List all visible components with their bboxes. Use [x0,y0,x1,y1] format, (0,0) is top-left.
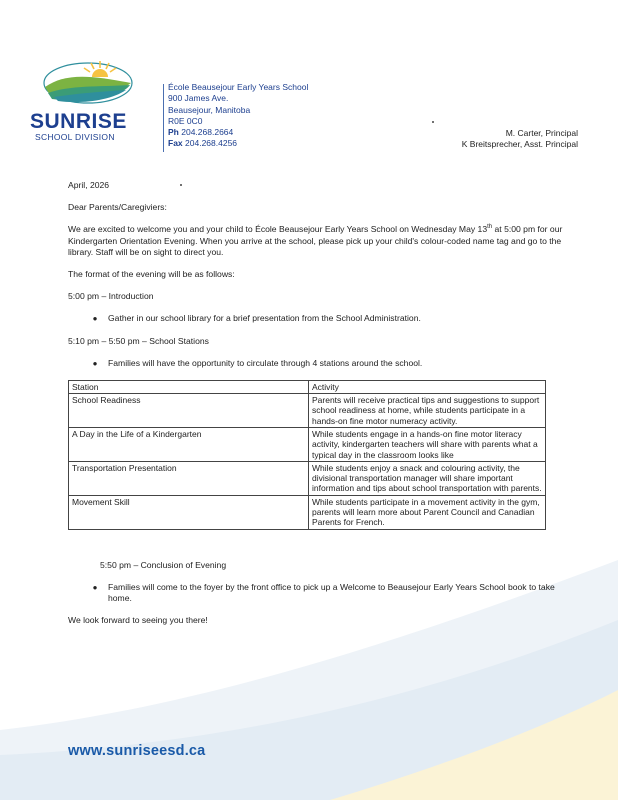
postal-code: R0E 0C0 [168,115,203,126]
intro-text-part1: We are excited to welcome you and your child to École Beausejour Early Years School on Wednesday May 13 [68,224,488,235]
bullet-text: Families will have the opportunity to circulate through 4 stations around the school. [108,357,423,368]
bullet-icon: ● [92,314,98,324]
bullet-item [68,582,568,604]
intro-paragraph [68,224,568,258]
logo-wordmark [30,112,145,142]
table-row [69,461,546,495]
table-row [69,495,546,529]
table-cell-station: School Readiness [69,394,309,428]
fax-line [168,138,308,149]
table-header-activity: Activity [309,381,546,394]
fax-label: Fax [168,138,183,149]
school-name: École Beausejour Early Years School [168,82,309,92]
school-address-block [168,82,308,150]
section-stations-title: 5:10 pm – 5:50 pm – School Stations [68,335,209,346]
table-cell-activity: While students engage in a hands-on fine motor literacy activity, kindergarten teachers will share with parents what a typical day in the classroom looks like [309,427,546,461]
phone-number: 204.268.2664 [181,127,234,138]
address-line1: 900 James Ave. [168,93,229,104]
header-divider [163,84,164,152]
table-cell-station: Transportation Presentation [69,461,309,495]
address-line2: Beausejour, Manitoba [168,104,251,115]
letter-salutation: Dear Parents/Caregiviers: [68,202,167,213]
intro-text-part2: at 5:00 pm for our Kindergarten Orientation Evening. When you arrive at the school, please pick up your child's colour-coded name tag and go to the library. Staff will be on sight to direct you. [68,224,563,257]
section-conclusion-title: 5:50 pm – Conclusion of Evening [100,559,227,570]
bullet-icon: ● [92,358,98,368]
logo-text: SUNRISE [30,110,127,133]
closing-line: We look forward to seeing you there! [68,615,208,626]
principals-block [462,128,578,150]
table-header-station: Station [69,381,309,394]
table-row [69,394,546,428]
footer-website-link[interactable]: www.sunriseesd.ca [68,743,206,759]
phone-line [168,127,308,138]
phone-label: Ph [168,127,179,138]
table-cell-station: A Day in the Life of a Kindergarten [69,427,309,461]
format-line: The format of the evening will be as follows: [68,269,235,280]
table-cell-activity: Parents will receive practical tips and suggestions to support school readiness at home, while students participate in a hands-on fine motor numeracy activity. [309,394,546,428]
table-cell-activity: While students participate in a movement activity in the gym, parents will learn more about Parent Council and Canadian Parents for French. [309,495,546,529]
intro-superscript: th [487,224,493,231]
fax-number: 204.268.4256 [185,138,238,149]
table-cell-station: Movement Skill [69,495,309,529]
asst-principal-name: K Breitsprecher, Asst. Principal [461,139,578,149]
table-header-row [69,381,546,394]
bullet-text: Gather in our school library for a brief presentation from the School Administration. [108,313,421,324]
letter-date: April, 2026 [68,180,110,190]
scan-speck [432,121,434,123]
logo-subtext: SCHOOL DIVISION [35,132,115,142]
bullet-icon: ● [92,582,98,592]
table-cell-activity: While students enjoy a snack and colouring activity, the divisional transportation manager will share important information and tips about school transportation with parents. [309,461,546,495]
principal-name: M. Carter, Principal [505,128,578,138]
section-introduction-title: 5:00 pm – Introduction [68,291,154,302]
letter-body [68,180,568,637]
bullet-item [68,313,568,324]
bullet-text: Families will come to the foyer by the front office to pick up a Welcome to Beausejour Early Years School book to take home. [108,581,555,603]
bullet-item [68,358,568,369]
stations-table [68,380,546,530]
table-row [69,427,546,461]
